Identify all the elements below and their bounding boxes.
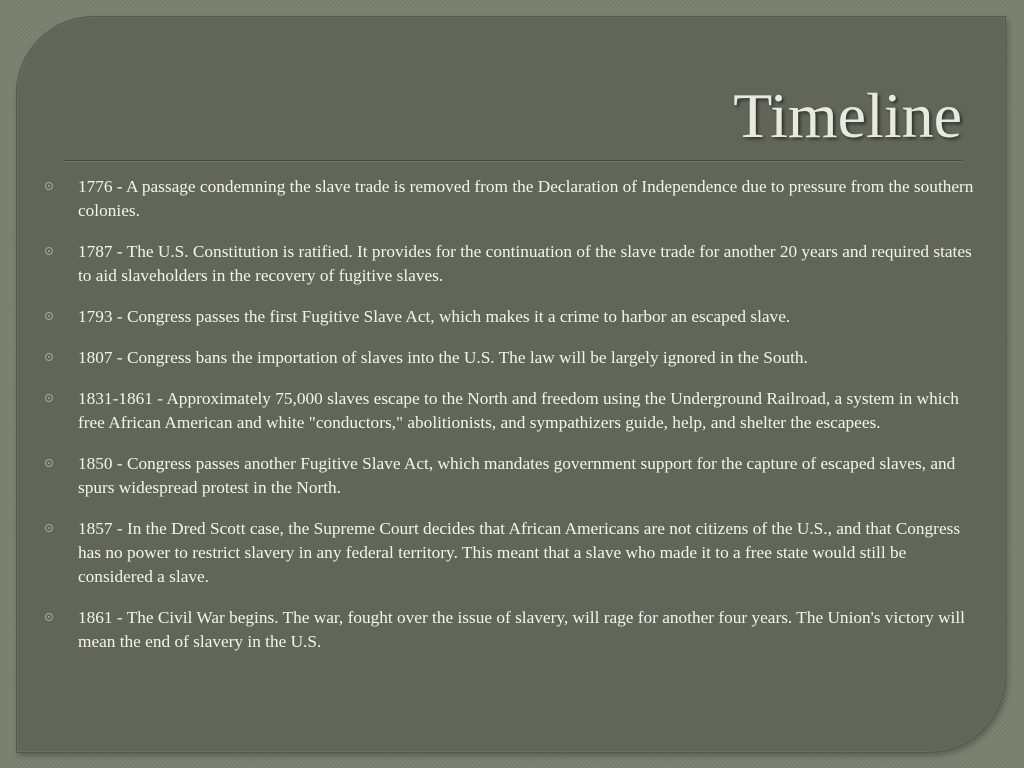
timeline-item-text: 1857 - In the Dred Scott case, the Supreme Court decides that African Americans are not citizens of the U.S., and that Congress has no power to restrict slavery in any federal territory. This meant that a slave who made it to a free state would still be considered a slave. (78, 519, 961, 586)
timeline-item (40, 387, 980, 435)
timeline-item (40, 240, 980, 288)
circle-bullet-icon (45, 394, 53, 402)
circle-bullet-icon (45, 247, 53, 255)
circle-bullet-icon (45, 182, 53, 190)
timeline-item-text: 1776 - A passage condemning the slave trade is removed from the Declaration of Independence due to pressure from the southern colonies. (78, 177, 974, 220)
timeline-item (40, 452, 980, 500)
circle-bullet-icon (45, 312, 53, 320)
circle-bullet-icon (45, 459, 53, 467)
timeline-item (40, 175, 980, 223)
slide-title: Timeline (733, 80, 962, 151)
timeline-item-text: 1807 - Congress bans the importation of slaves into the U.S. The law will be largely ignored in the South. (78, 348, 808, 367)
circle-bullet-icon (45, 613, 53, 621)
timeline-item (40, 606, 980, 654)
timeline-item-text: 1787 - The U.S. Constitution is ratified. It provides for the continuation of the slave trade for another 20 years and required states to aid slaveholders in the recovery of fugitive slaves. (78, 242, 972, 285)
timeline-item-text: 1793 - Congress passes the first Fugitive Slave Act, which makes it a crime to harbor an escaped slave. (78, 307, 791, 326)
circle-bullet-icon (45, 353, 53, 361)
timeline-item-text: 1850 - Congress passes another Fugitive Slave Act, which mandates government support for the capture of escaped slaves, and spurs widespread protest in the North. (78, 454, 956, 497)
timeline-item (40, 346, 980, 370)
timeline-item-text: 1861 - The Civil War begins. The war, fought over the issue of slavery, will rage for another four years. The Union's victory will mean the end of slavery in the U.S. (78, 608, 965, 651)
title-divider (64, 160, 962, 162)
circle-bullet-icon (45, 524, 53, 532)
timeline-item-text: 1831-1861 - Approximately 75,000 slaves escape to the North and freedom using the Underground Railroad, a system in which free African American and white "conductors," abolitionists, and sympathizers guide, help, and shelter the escapees. (78, 389, 959, 432)
timeline-item (40, 517, 980, 589)
timeline-item (40, 305, 980, 329)
timeline-list (40, 175, 980, 671)
